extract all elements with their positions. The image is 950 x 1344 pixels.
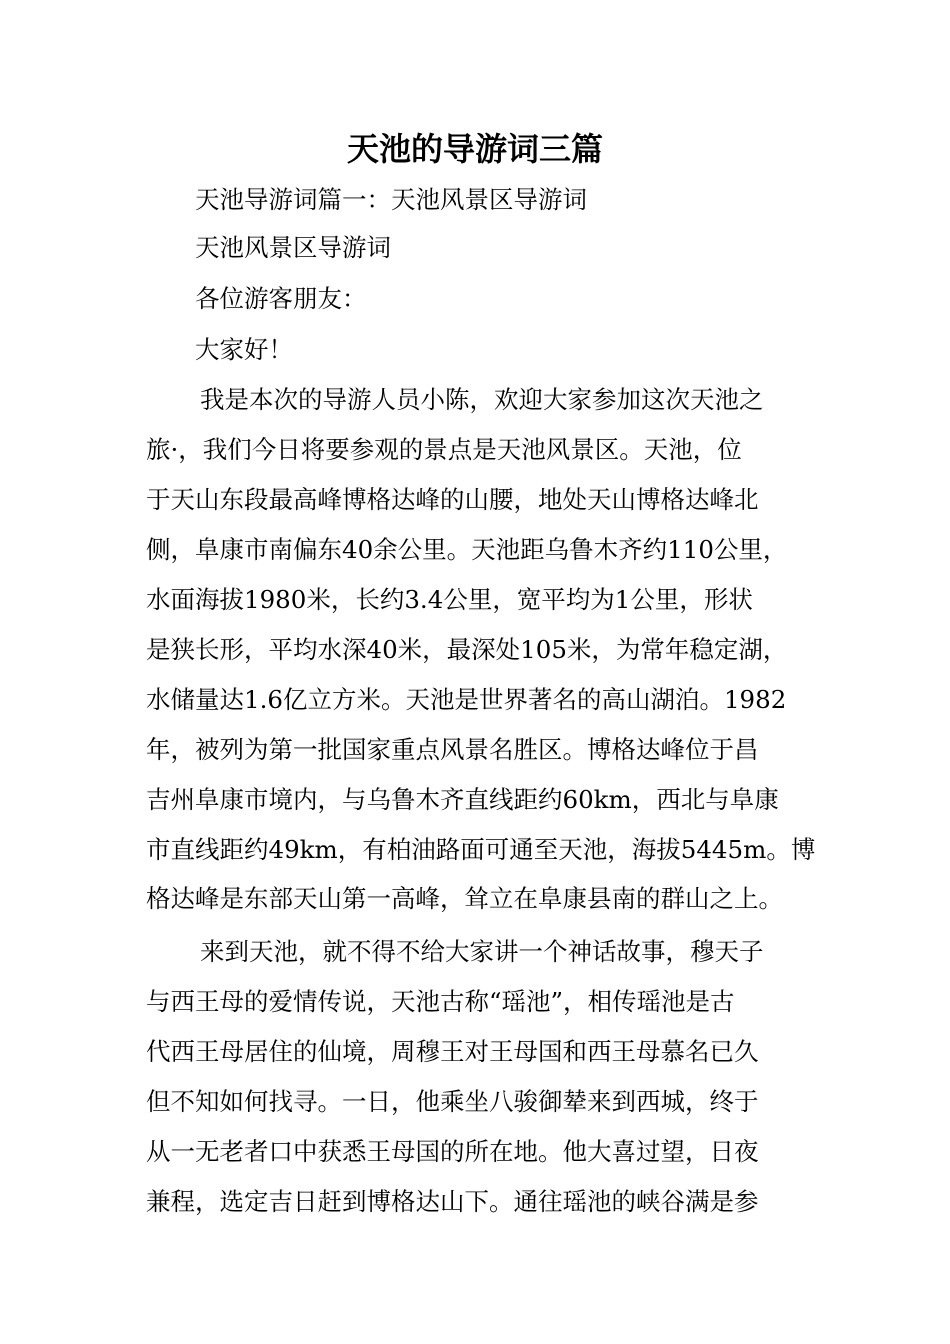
paragraph2-line-3: 代西王母居住的仙境，周穆王对王母国和西王母慕名已久 bbox=[146, 1037, 759, 1066]
paragraph1-line-4: 侧，阜康市南偏东40余公里。天池距乌鲁木齐约110公里， bbox=[146, 535, 788, 564]
greeting-line-1: 各位游客朋友： bbox=[195, 284, 367, 313]
paragraph1-line-8: 年，被列为第一批国家重点风景名胜区。博格达峰位于昌 bbox=[146, 735, 759, 764]
paragraph1-line-10: 市直线距约49km，有柏油路面可通至天池，海拔5445m。博 bbox=[146, 835, 816, 864]
heading-line-2: 天池风景区导游词 bbox=[195, 233, 391, 262]
paragraph1-line-3: 于天山东段最高峰博格达峰的山腰，地处天山博格达峰北 bbox=[146, 485, 759, 514]
document-title: 天池的导游词三篇 bbox=[346, 130, 603, 168]
paragraph1-line-6: 是狭长形，平均水深40米，最深处105米，为常年稳定湖， bbox=[146, 635, 788, 664]
heading-line-1: 天池导游词篇一：天池风景区导游词 bbox=[195, 185, 587, 214]
paragraph1-line-7: 水储量达1.6亿立方米。天池是世界著名的高山湖泊。1982 bbox=[146, 685, 787, 714]
paragraph2-line-4: 但不知如何找寻。一日，他乘坐八骏御辇来到西城，终于 bbox=[146, 1087, 759, 1116]
paragraph2-line-6: 兼程，选定吉日赶到博格达山下。通往瑶池的峡谷满是参 bbox=[146, 1187, 759, 1216]
paragraph2-line-5: 从一无老者口中获悉王母国的所在地。他大喜过望，日夜 bbox=[146, 1137, 759, 1166]
paragraph2-line-1: 来到天池，就不得不给大家讲一个神话故事，穆天子 bbox=[200, 937, 764, 966]
paragraph1-line-2: 旅·，我们今日将要参观的景点是天池风景区。天池，位 bbox=[146, 435, 742, 464]
paragraph1-line-1: 我是本次的导游人员小陈，欢迎大家参加这次天池之 bbox=[200, 385, 764, 414]
paragraph1-line-11: 格达峰是东部天山第一高峰，耸立在阜康县南的群山之上。 bbox=[146, 884, 783, 913]
greeting-line-2: 大家好！ bbox=[195, 335, 293, 364]
paragraph1-line-9: 吉州阜康市境内，与乌鲁木齐直线距约60km，西北与阜康 bbox=[146, 785, 779, 814]
paragraph2-line-2: 与西王母的爱情传说，天池古称“瑶池”，相传瑶池是古 bbox=[146, 987, 735, 1016]
paragraph1-line-5: 水面海拔1980米，长约3.4公里，宽平均为1公里，形状 bbox=[146, 585, 753, 614]
